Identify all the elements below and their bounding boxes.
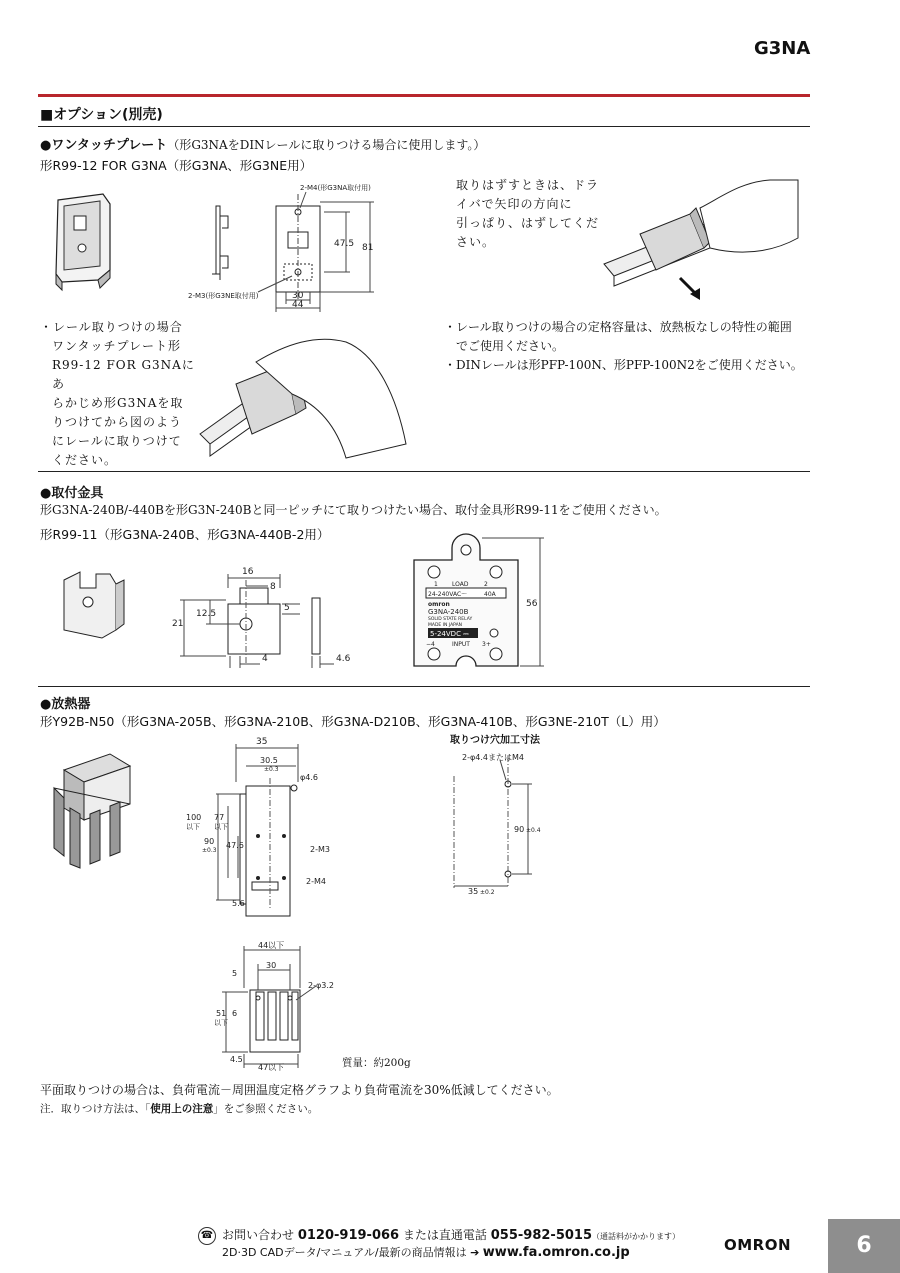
dim-305-text: 30.5: [260, 756, 278, 765]
dim-476-text: 47.6: [226, 841, 244, 850]
rail-mount-instructions: ・レール取りつけの場合 ワンタッチプレート形 R99-12 FOR G3NAにあ らかじめ形G3NAを取 りつけてから図のよう にレールに取りつけて ください。: [40, 320, 195, 467]
bracket-heading: ●取付金具: [40, 486, 104, 501]
relay-t3: 3+: [482, 641, 491, 648]
dim-m4-text: 2-M4(形G3NA取付用): [300, 184, 371, 192]
arrow-right-icon: ➔: [470, 1246, 480, 1259]
remove-illustration: [600, 178, 800, 308]
dim-44-bottom: 44以下: [258, 941, 285, 950]
heatsink-weight: 質量：約200g: [342, 1057, 411, 1069]
footer-phone1[interactable]: 0120-919-066: [297, 1228, 400, 1243]
dim-35b-text: 35: [468, 887, 479, 896]
dim-45-bottom: 4.5: [230, 1055, 243, 1064]
relay-t2: 2: [484, 581, 488, 588]
dim-475-text: 47.5: [334, 239, 355, 249]
page-model-title: G3NA: [754, 38, 811, 59]
dim-m3-label: 2-M3: [310, 845, 330, 854]
dim-30-text: 30: [292, 291, 304, 301]
relay-amp: 40A: [484, 591, 496, 598]
bracket-model: 形R99-11（形G3NA-240B、形G3NA-440B-2用）: [40, 527, 330, 542]
dim-35-text: 35: [256, 737, 268, 747]
heatsink-front-dims: [186, 736, 336, 911]
dim-m3-text: 2-M3(形G3NE取付用): [188, 292, 259, 300]
relay-rating: 24-240VAC〜: [428, 591, 468, 598]
dim-47-bottom: 47以下: [258, 1063, 285, 1072]
dim-6-bottom: 6: [232, 1009, 238, 1018]
dim-90-text: 90: [204, 837, 215, 846]
dim-51-bottom: 51: [216, 1009, 227, 1018]
dim-phi46-text: φ4.6: [300, 773, 318, 782]
dim-56-text: 56: [526, 599, 538, 609]
footer-cad-row: 2D·3D CADデータ/マニュアル/最新の商品情報は ➔ www.fa.omron.co.jp: [222, 1245, 630, 1260]
dim-56-label: 5.6: [232, 899, 245, 908]
dim-phi32-bottom: 2-φ3.2: [308, 981, 334, 990]
mount-hole-drawing: [440, 748, 570, 898]
heatsink-note2: 注．取りつけ方法は、「使用上の注意」をご参照ください。: [40, 1103, 319, 1115]
page-number: 6: [828, 1219, 900, 1273]
relay-input: INPUT: [452, 641, 470, 648]
relay-made: MADE IN JAPAN: [428, 623, 463, 628]
dim-46-text: 4.6: [336, 654, 351, 664]
dim-90b-tol: ±0.4: [526, 827, 541, 834]
bracket-description: 形G3NA-240B/-440Bを形G3N-240Bと同一ピッチにて取りつけたい場合、取付金具形R99-11をご使用ください。: [40, 503, 667, 517]
heatsink-illustration: [50, 748, 140, 868]
heatsink-heading: ●放熱器: [40, 697, 91, 712]
bracket-rule: [38, 471, 810, 472]
footer-phone2[interactable]: 055-982-5015: [490, 1228, 593, 1243]
dim-35b-tol: ±0.2: [480, 889, 495, 896]
mount-hole-title: 取りつけ穴加工寸法: [450, 735, 540, 746]
onetouch-model: 形R99-12 FOR G3NA（形G3NA、形G3NE用）: [40, 158, 313, 173]
dim-125-text: 12.5: [196, 609, 217, 619]
dim-16-text: 16: [242, 567, 254, 577]
heatsink-bottom-dims: [200, 940, 350, 1075]
relay-t1: 1: [434, 581, 438, 588]
rail-mount-illustration: [196, 334, 416, 464]
dim-8-text: 8: [270, 582, 276, 592]
dim-44-text: 44: [292, 300, 304, 310]
section-title: ■オプション(別売): [40, 107, 163, 123]
heatsink-model: 形Y92B-N50（形G3NA-205B、形G3NA-210B、形G3NA-D210B、形G3NA-410B、形G3NE-210T（L）用）: [40, 714, 666, 729]
phone-icon: ☎: [198, 1227, 216, 1245]
bracket-illustration: [60, 570, 130, 640]
relay-load: LOAD: [452, 581, 469, 588]
dim-30-bottom: 30: [266, 961, 277, 970]
dim-90b-text: 90: [514, 825, 525, 834]
relay-ssr: SOLID STATE RELAY: [428, 617, 473, 622]
footer-contact-row: お問い合わせ 0120-919-066 または直通電話 055-982-5015（通話料がかかります）: [222, 1228, 681, 1243]
footer-url-link[interactable]: www.fa.omron.co.jp: [482, 1245, 630, 1260]
dim-51b-bottom: 以下: [214, 1019, 228, 1027]
onetouch-heading: ●ワンタッチプレート: [40, 138, 168, 153]
onetouch-front-view: [188, 180, 388, 310]
header-red-rule: [38, 94, 810, 97]
onetouch-plate-illustration: [48, 190, 128, 290]
relay-illustration: [412, 536, 562, 681]
dim-5-text: 5: [284, 603, 290, 613]
dim-100-text: 100: [186, 813, 202, 822]
bracket-dim-drawing: [170, 564, 370, 674]
dim-4-text: 4: [262, 654, 268, 664]
heatsink-note1: 平面取りつけの場合は、負荷電流－周囲温度定格グラフより負荷電流を30%低減してください。: [40, 1083, 559, 1097]
dim-90-tol: ±0.3: [202, 847, 217, 854]
onetouch-heading-note: （形G3NAをDINレールに取りつける場合に使用します。）: [167, 138, 486, 152]
dim-21-text: 21: [172, 619, 184, 629]
relay-brand: omron: [428, 601, 450, 608]
dim-5-bottom: 5: [232, 969, 238, 978]
dim-hole-text: 2-φ4.4またはM4: [462, 753, 524, 762]
relay-input-v: 5-24VDC ⎓: [430, 630, 469, 638]
dim-81-text: 81: [362, 243, 374, 253]
remove-instructions: 取りはずすときは、ドラ イバで矢印の方向に 引っぱり、はずしてくだ さい。: [456, 178, 600, 249]
rail-notes: ・レール取りつけの場合の定格容量は、放熱板なしの特性の範囲 でご使用ください。 ・DINレールは形PFP-100N、形PFP-100N2をご使用ください。: [444, 320, 803, 372]
relay-part: G3NA-240B: [428, 608, 469, 616]
section-rule: [38, 126, 810, 127]
onetouch-heading-row: [40, 134, 485, 155]
relay-t4: −4: [426, 641, 435, 648]
dim-100-below: 以下: [186, 823, 200, 831]
dim-m4-label: 2-M4: [306, 877, 326, 886]
omron-logo: OMRON: [724, 1236, 792, 1254]
dim-305-tol: ±0.3: [264, 766, 279, 773]
dim-77-below: 以下: [214, 823, 228, 831]
dim-77-text: 77: [214, 813, 225, 822]
heatsink-rule: [38, 686, 810, 687]
